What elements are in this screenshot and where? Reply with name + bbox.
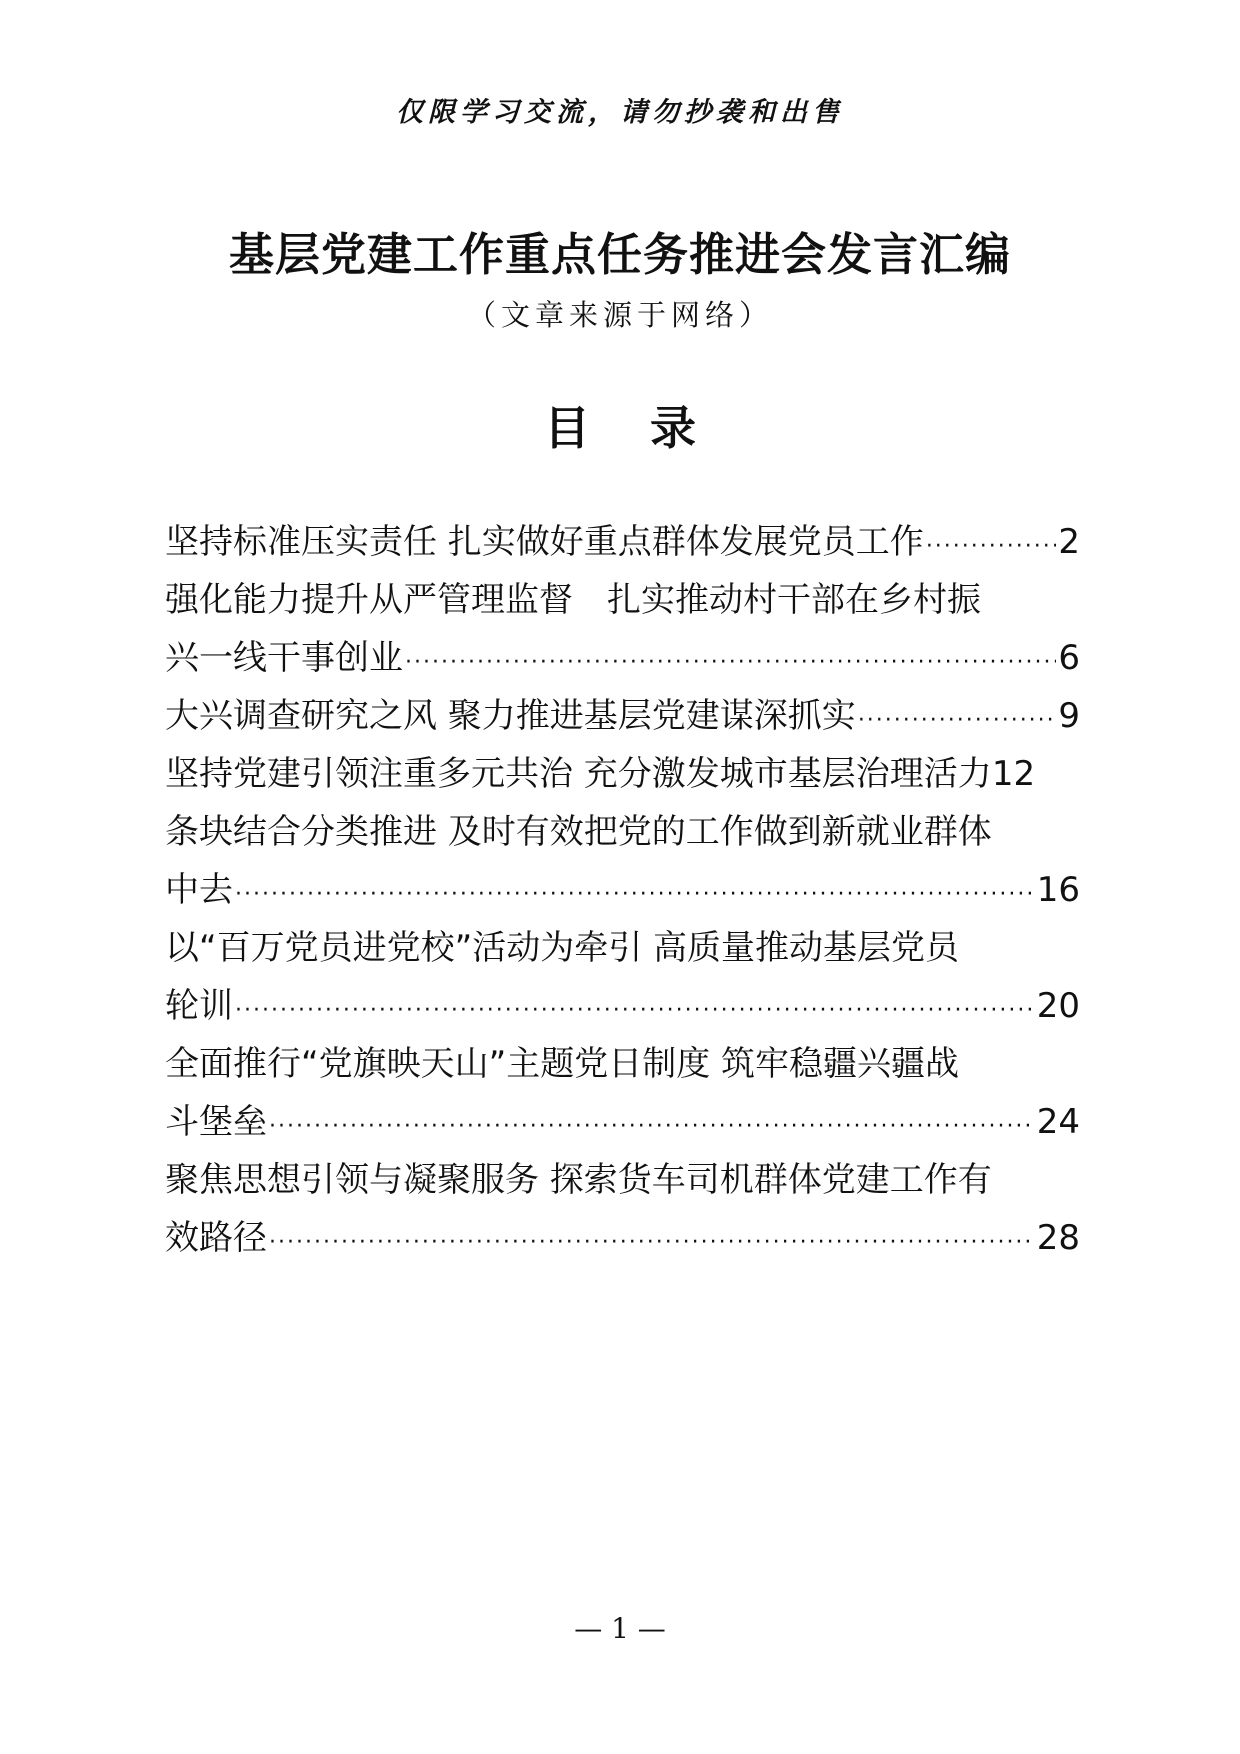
- toc-entry[interactable]: [165, 803, 1080, 861]
- toc-leader-dots: [235, 866, 1035, 924]
- toc-entry-page: 12: [991, 754, 1036, 794]
- toc-entry-title: 大兴调查研究之风 聚力推进基层党建谋深抓实: [165, 696, 856, 736]
- document-subtitle: （文章来源于网络）: [466, 298, 773, 332]
- toc-entry-page: 24: [1036, 1102, 1080, 1142]
- toc-entry[interactable]: [165, 1035, 1080, 1093]
- toc-heading-char-2: 录: [650, 401, 696, 455]
- toc-entry-page: 6: [1058, 638, 1080, 678]
- toc-entry-title: 全面推行“党旗映天山”主题党日制度 筑牢稳疆兴疆战: [165, 1044, 960, 1084]
- toc-entry-title-cont: 效路径: [165, 1218, 267, 1258]
- toc-entry-title: 聚焦思想引领与凝聚服务 探索货车司机群体党建工作有: [165, 1160, 992, 1200]
- document-title: 基层党建工作重点任务推进会发言汇编: [228, 228, 1011, 281]
- toc-entry-title-cont: 兴一线干事创业: [165, 638, 403, 678]
- toc-entry-page: 9: [1058, 696, 1080, 736]
- toc-entry[interactable]: [165, 745, 1080, 803]
- toc-entry-continued[interactable]: [165, 629, 1080, 687]
- toc-entry-title-cont: 轮训: [165, 986, 233, 1026]
- toc-entry-title-cont: 中去: [165, 870, 233, 910]
- toc-entry[interactable]: [165, 513, 1080, 571]
- toc-entry[interactable]: [165, 571, 1080, 629]
- header-note: 仅限学习交流，请勿抄袭和出售: [396, 97, 844, 128]
- toc-heading-char-1: 目: [544, 401, 590, 455]
- toc-entry-continued[interactable]: [165, 1209, 1080, 1267]
- toc-leader-dots: [858, 692, 1057, 750]
- toc-entry-continued[interactable]: [165, 861, 1080, 919]
- toc-entry[interactable]: [165, 687, 1080, 745]
- toc-entry-title-cont: 斗堡垒: [165, 1102, 267, 1142]
- toc-entry-page: 2: [1058, 522, 1080, 562]
- toc-entry-title: 条块结合分类推进 及时有效把党的工作做到新就业群体: [165, 812, 992, 852]
- toc-leader-dots: [926, 518, 1057, 576]
- toc-leader-dots: [235, 982, 1035, 1040]
- toc-entry-title: 以“百万党员进党校”活动为牵引 高质量推动基层党员: [165, 928, 960, 968]
- toc-heading: [0, 392, 1240, 458]
- toc-entry-page: 16: [1036, 870, 1080, 910]
- toc-entry-title: 坚持标准压实责任 扎实做好重点群体发展党员工作: [165, 522, 924, 562]
- toc-entry[interactable]: [165, 1151, 1080, 1209]
- toc-leader-dots: [269, 1098, 1035, 1156]
- page-number: — 1 —: [574, 1612, 666, 1645]
- toc-entry-continued[interactable]: [165, 977, 1080, 1035]
- toc-entry-page: 28: [1036, 1218, 1080, 1258]
- toc-leader-dots: [269, 1214, 1035, 1272]
- toc-entry-page: 20: [1036, 986, 1080, 1026]
- toc-entry-continued[interactable]: [165, 1093, 1080, 1151]
- toc-entry-title: 坚持党建引领注重多元共治 充分激发城市基层治理活力: [165, 754, 992, 794]
- toc-leader-dots: [405, 634, 1056, 692]
- table-of-contents: [165, 513, 1080, 1267]
- toc-entry-title: 强化能力提升从严管理监督 扎实推动村干部在乡村振: [165, 580, 981, 620]
- toc-entry[interactable]: [165, 919, 1080, 977]
